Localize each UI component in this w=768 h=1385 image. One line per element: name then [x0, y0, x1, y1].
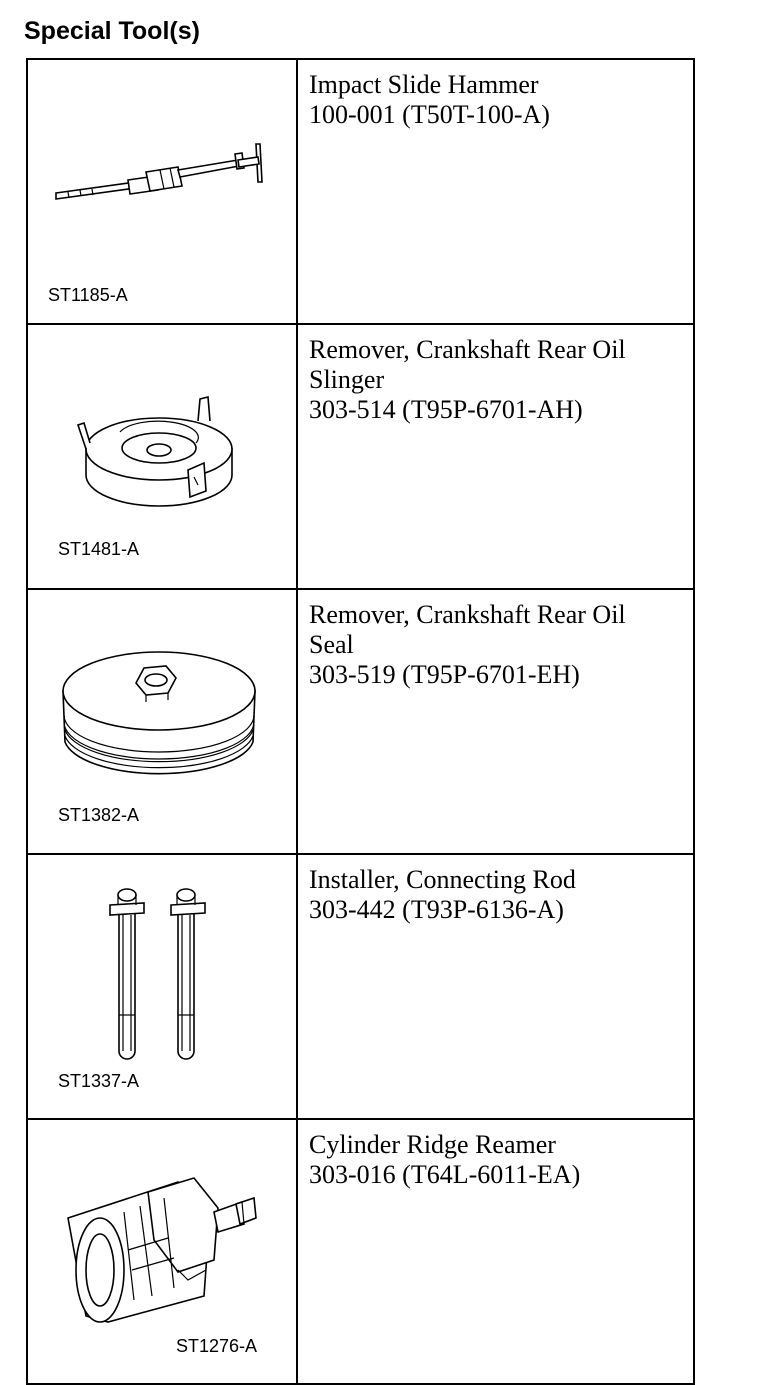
tool-name-continued: Seal [309, 630, 354, 659]
table-row [27, 589, 694, 854]
tool-name: Installer, Connecting Rod [309, 865, 576, 894]
special-tools-table [26, 58, 695, 1385]
tool-part-number: 303-016 (T64L-6011-EA) [309, 1160, 581, 1189]
slide-hammer-icon [28, 60, 296, 313]
tool-name: Impact Slide Hammer [309, 70, 539, 99]
tool-name: Remover, Crankshaft Rear Oil [309, 335, 626, 364]
table-row [27, 1119, 694, 1384]
tool-image-cell [27, 324, 297, 589]
figure-label: ST1276-A [176, 1336, 258, 1356]
figure-label: ST1337-A [58, 1071, 140, 1091]
figure-label: ST1481-A [58, 539, 140, 559]
tool-description-cell [297, 854, 694, 1119]
tool-description-cell [297, 1119, 694, 1384]
tool-part-number: 303-519 (T95P-6701-EH) [309, 660, 580, 689]
tool-part-number: 303-514 (T95P-6701-AH) [309, 395, 583, 424]
tool-image-cell [27, 854, 297, 1119]
page-title: Special Tool(s) [24, 17, 200, 45]
figure-label: ST1185-A [48, 285, 128, 305]
tool-part-number: 303-442 (T93P-6136-A) [309, 895, 564, 924]
table-row [27, 59, 694, 324]
tool-description-cell [297, 324, 694, 589]
tool-name: Remover, Crankshaft Rear Oil [309, 600, 626, 629]
tool-description-cell [297, 589, 694, 854]
figure-label: ST1382-A [58, 805, 140, 825]
table-row [27, 324, 694, 589]
table-row [27, 854, 694, 1119]
tool-part-number: 100-001 (T50T-100-A) [309, 100, 550, 129]
tool-name-continued: Slinger [309, 365, 385, 394]
tool-image-cell [27, 589, 297, 854]
tool-image-cell [27, 59, 297, 324]
tool-description-cell [297, 59, 694, 324]
tool-name: Cylinder Ridge Reamer [309, 1130, 556, 1159]
tool-image-cell [27, 1119, 297, 1384]
